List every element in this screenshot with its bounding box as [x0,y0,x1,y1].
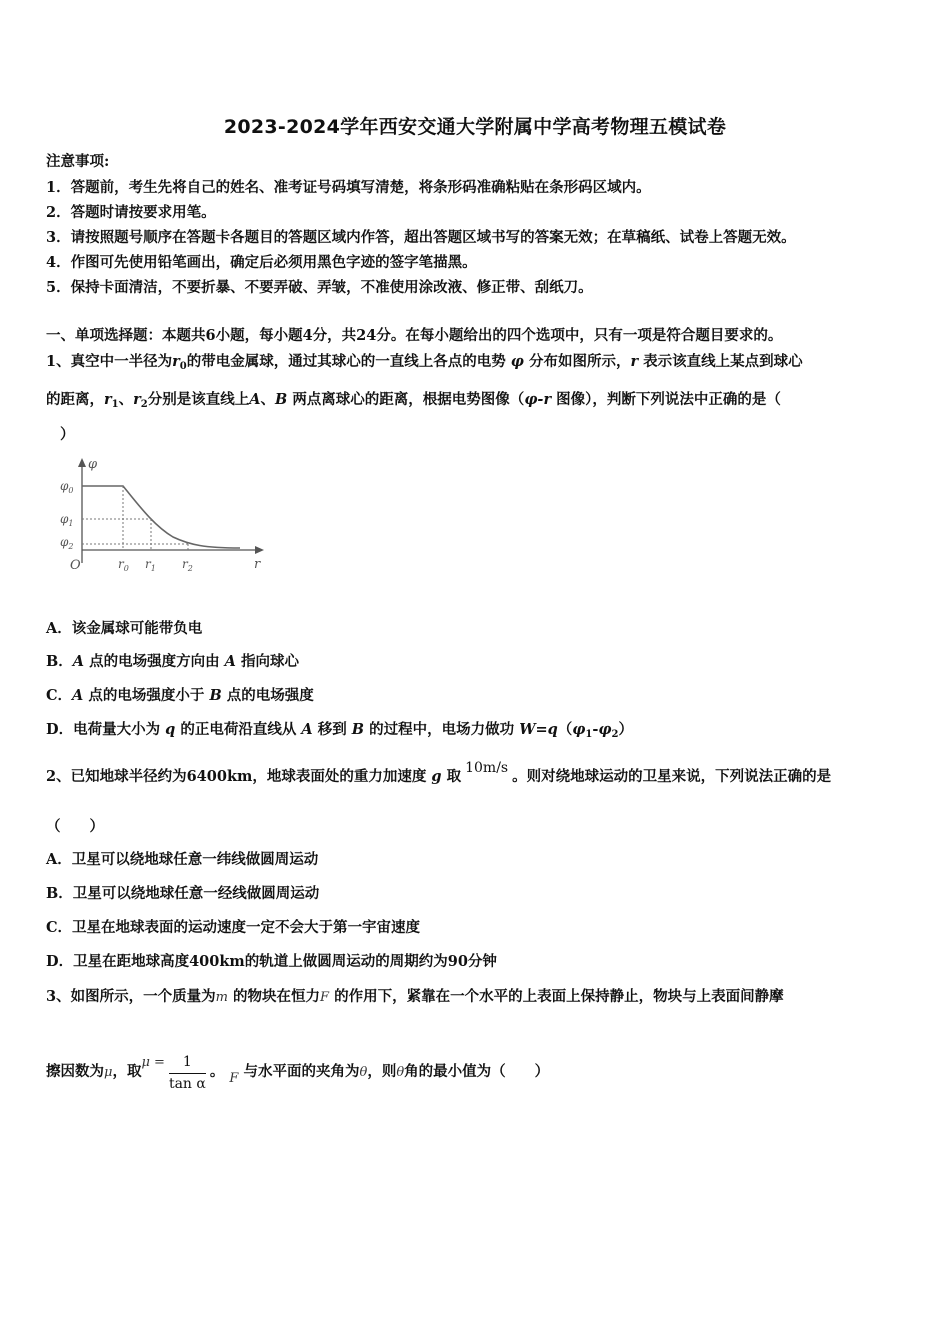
text: 擦因数为 [46,1063,104,1080]
var-phi: φ [598,721,612,738]
text: 移到 [317,721,347,738]
text: 取 [446,768,462,785]
q1-option-c [46,686,314,706]
q2-stem-line1 [46,760,832,787]
q3-stem-line2 [46,1047,549,1098]
var-f: F [319,990,330,1005]
notice-item: 5．保持卡面清洁，不要折暴、不要弄破、弄皱，不准使用涂改液、修正带、刮纸刀。 [46,279,593,296]
q2-option-d: D．卫星在距地球高度400km的轨道上做圆周运动的周期约为90分钟 [46,953,497,970]
text: - [592,721,599,738]
q1-stem-line2 [46,390,781,415]
text: 3、如图所示，一个质量为 [46,988,216,1005]
q3-stem-line1 [46,987,784,1008]
text: B． [46,653,73,670]
subscript: 1 [111,399,119,410]
var-f: F [229,1071,239,1086]
var-q: q [165,721,176,738]
notice-item: 1．答题前，考生先将自己的姓名、准考证号码填写清楚，将条形码准确粘贴在条形码区域内。 [46,179,651,196]
var-r: r [133,391,141,408]
text: ，取 [112,1063,142,1080]
q2-option-b: B．卫星可以绕地球任意一经线做圆周运动 [46,885,320,902]
q2-stem-line2: （ ） [46,818,104,835]
point-b: B [274,391,288,408]
var-m: m [215,990,228,1005]
q1-stem-line3: ） [60,426,75,443]
phi2-label: $\varphi_2$ [60,535,74,551]
r1-label: $r_1$ [145,557,156,573]
q2-option-a: A．卫星可以绕地球任意一纬线做圆周运动 [46,851,319,868]
r-axis-label: r [254,557,261,572]
text: ） [618,721,633,738]
fraction-numerator: 1 [169,1051,206,1074]
subscript: 2 [140,399,148,410]
fraction-denominator: tan α [168,1075,206,1092]
text: 两点离球心的距离，根据电势图像（ [292,391,525,408]
q1-option-d [46,720,633,745]
subscript: 1 [585,729,593,740]
text: 、 [260,391,275,408]
notice-item: 3．请按照题号顺序在答题卡各题目的答题区域内作答，超出答题区域书写的答案无效；在草稿纸、试卷上答题无效。 [46,229,796,246]
phi0-label: $\varphi_0$ [60,479,74,495]
point-a: A [72,687,84,704]
text: 。 [209,1063,225,1080]
point-b: B [351,721,365,738]
text: 分布如图所示， [528,353,631,370]
var-mu: μ [104,1065,113,1080]
x-arrow-icon [255,546,264,554]
q1-option-b [46,652,299,672]
text: 与水平面的夹角为 [243,1063,360,1080]
text: （ [557,721,573,738]
text: 指向球心 [240,653,299,670]
section-heading: 一、单项选择题：本题共6小题，每小题4分，共24分。在每小题给出的四个选项中，只有一项是符合题目要求的。 [46,327,783,344]
var-phi: φ [572,721,586,738]
var-r: r [630,353,639,370]
notice-item: 2．答题时请按要求用笔。 [46,204,216,221]
phi-axis-label: φ [88,457,98,472]
y-arrow-icon [78,458,86,467]
text: 点的电场强度 [226,687,314,704]
text: 的物块在恒力 [232,988,320,1005]
point-a: A [72,653,85,670]
text: 点的电场强度小于 [88,687,205,704]
r0-label: $r_0$ [118,557,129,573]
q1-option-a: A．该金属球可能带负电 [46,620,203,637]
text: 点的电场强度方向由 [89,653,220,670]
text: 、 [118,391,134,408]
text: D．电荷量大小为 [46,721,161,738]
point-b: B [209,687,222,704]
var-g: g [431,768,442,785]
point-a: A [224,653,236,670]
text: 表示该直线上某点到球心 [643,353,803,370]
text: 1、真空中一半径为 [46,353,173,370]
text: 分别是该直线上 [147,391,250,408]
point-a: A [249,391,261,408]
var-phi-r: φ-r [524,391,552,408]
point-a: A [301,721,313,738]
text: 图像），判断下列说法中正确的是（ [556,391,781,408]
origin-label: O [70,558,81,573]
text: 。则对绕地球运动的卫星来说，下列说法正确的是 [512,768,832,785]
notice-heading: 注意事项: [46,153,110,170]
page-title: 2023-2024学年西安交通大学附属中学高考物理五模试卷 [223,116,727,138]
q1-stem-line1 [46,352,803,377]
r2-label: $r_2$ [182,557,193,573]
text: 的正电荷沿直线从 [180,721,297,738]
text: C． [46,687,73,704]
text: 的过程中，电场力做功 [369,721,515,738]
var-r: r [172,353,180,370]
var-w: W=q [519,721,558,738]
fraction [169,1051,206,1094]
subscript: 0 [179,361,187,372]
var-mu-eq: μ = [141,1055,165,1070]
unit-value: 10m/s [465,760,509,776]
var-r: r [104,391,112,408]
subscript: 2 [611,729,619,740]
phi1-label: $\varphi_1$ [60,512,74,528]
notice-item: 4．作图可先使用铅笔画出，确定后必须用黑色字迹的签字笔描黑。 [46,254,477,271]
text: ，则 [367,1063,397,1080]
var-phi: φ [510,353,524,370]
text: 的带电金属球，通过其球心的一直线上各点的电势 [186,353,506,370]
text: 的作用下，紧靠在一个水平的上表面上保持静止，物块与上表面间静摩 [334,988,784,1005]
phi-r-graph [55,455,270,575]
text: 角的最小值为（ ） [404,1063,550,1080]
text: 的距离， [46,391,104,408]
var-theta: θ [359,1065,368,1080]
potential-curve [82,486,240,548]
var-theta: θ [396,1065,405,1080]
text: 2、已知地球半径约为6400km，地球表面处的重力加速度 [46,768,427,785]
q2-option-c: C．卫星在地球表面的运动速度一定不会大于第一宇宙速度 [46,919,421,936]
